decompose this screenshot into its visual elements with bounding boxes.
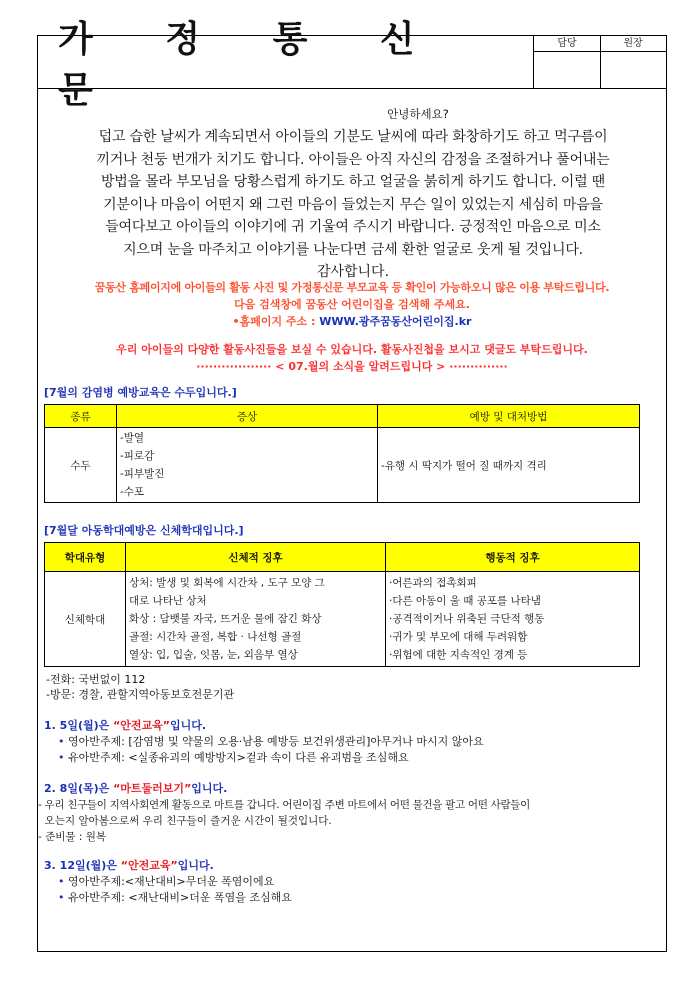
notice-line: 꿈동산 홈페이지에 아이들의 활동 사진 및 가정통신문 부모교육 등 확인이 가능하오니 많은 이용 부탁드립니다. — [94, 281, 610, 294]
schedule-date: 3. 12일(월)은 — [44, 859, 121, 872]
schedule-event: “안전교육” — [113, 719, 171, 732]
sign-item: 골절: 시간차 골절, 복합 · 나선형 골절 — [129, 631, 302, 643]
month-news-divider: ·················· < 07.월의 소식을 알려드립니다 > ·············· — [196, 360, 508, 373]
greeting-line: 끼거나 천둥 번개가 치기도 합니다. 아이들은 아직 자신의 감정을 조절하거나 풀어내는 — [96, 151, 610, 168]
schedule-item-1 — [44, 718, 664, 766]
detail-text: 영아반주제: [감염병 및 약물의 오용·남용 예방등 보건위생관리]아무거나 마시지 않아요 — [68, 735, 484, 748]
schedule-event: “마트둘러보기” — [113, 782, 192, 795]
table-header: 예방 및 대처방법 — [378, 405, 640, 428]
schedule-desc: 오는지 알아봄으로써 우리 친구들이 즐거운 시간이 될것입니다. — [38, 815, 332, 827]
approval-sign-manager — [534, 52, 601, 88]
section-title-infection: [7월의 감염병 예방교육은 수두입니다.] — [44, 386, 237, 399]
sign-item: 상처: 발생 및 회복에 시간차 , 도구 모양 그 — [129, 577, 325, 589]
schedule-item-2 — [38, 781, 664, 845]
sign-item: ·다른 아동이 울 때 공포를 나타냄 — [389, 595, 541, 607]
symptom-list — [117, 428, 378, 503]
physical-signs — [126, 572, 386, 667]
schedule-suffix: 입니다. — [177, 859, 214, 872]
sign-item: ·어른과의 접촉회피 — [389, 577, 477, 589]
sign-item: 열상: 입, 입술, 잇몸, 눈, 외음부 열상 — [129, 649, 298, 661]
schedule-date: 1. 5일(월)은 — [44, 719, 114, 732]
behavior-signs — [386, 572, 640, 667]
schedule-suffix: 입니다. — [170, 719, 207, 732]
greeting-line: 방법을 몰라 부모님을 당황스럽게 하기도 하고 얼굴을 붉히게 하기도 합니다. 이럴 땐 — [100, 174, 606, 190]
schedule-detail: • 영아반주제:<재난대비>무더운 폭염이에요 — [58, 875, 275, 888]
newsletter-page — [37, 19, 667, 952]
table-header: 종류 — [45, 405, 117, 428]
notice-line: 다음 검색창에 꿈동산 어린이집을 검색해 주세요. — [234, 298, 470, 311]
schedule-desc: - 우리 친구들이 지역사회연계 활동으로 마트를 갑니다. 어린이집 주변 마트에서 어떤 물건을 팔고 어떤 사람들이 — [38, 799, 530, 811]
greeting-line: 지으며 눈을 마주치고 이야기를 나눈다면 금세 환한 얼굴로 웃게 될 것입니다. — [123, 241, 583, 258]
table-header: 신체적 징후 — [126, 543, 386, 572]
prevention-text: -유행 시 딱지가 떨어 질 때까지 격리 — [378, 428, 640, 503]
table-header: 행동적 징후 — [386, 543, 640, 572]
schedule-item-3 — [44, 858, 664, 906]
approval-label-manager: 담당 — [534, 36, 601, 52]
symptom-item: -피로감 — [120, 450, 155, 462]
schedule-desc: - 준비물 : 원복 — [38, 831, 107, 843]
schedule-heading — [44, 718, 664, 734]
approval-label-director: 원장 — [600, 36, 666, 52]
homepage-link[interactable]: WWW.광주꿈동산어린이집.kr — [319, 315, 472, 328]
header — [38, 19, 666, 111]
schedule-detail: • 영아반주제: [감염병 및 약물의 오용·남용 예방등 보건위생관리]아무거나 마시지 않아요 — [58, 735, 484, 748]
contact-info — [46, 672, 234, 702]
disease-name: 수두 — [45, 428, 117, 503]
sign-item: ·귀가 및 부모에 대해 두려워함 — [389, 631, 528, 643]
infection-table — [44, 404, 640, 503]
contact-line: -방문: 경찰, 관할지역아동보호전문기관 — [46, 688, 235, 701]
symptom-item: -발열 — [120, 432, 145, 444]
greeting-line: 덥고 습한 날씨가 계속되면서 아이들의 기분도 날씨에 따라 화창하기도 하고 먹구름이 — [98, 129, 608, 145]
greeting-paragraph — [68, 126, 638, 261]
abuse-table — [44, 542, 640, 667]
symptom-item: -피부발진 — [120, 468, 165, 480]
photo-notice — [38, 341, 666, 375]
sign-item: ·공격적이거나 위축된 극단적 행동 — [389, 613, 545, 625]
schedule-detail: • 유아반주제: <실종유괴의 예방방지>겉과 속이 다른 유괴범을 조심해요 — [58, 751, 409, 764]
schedule-detail: • 유아반주제: <재난대비>더운 폭염을 조심해요 — [58, 891, 292, 904]
schedule-heading — [44, 858, 664, 874]
sign-item: 대로 나타난 상처 — [129, 595, 207, 607]
schedule-heading — [38, 781, 664, 797]
greeting — [68, 106, 638, 281]
contact-line: -전화: 국번없이 112 — [46, 673, 146, 686]
schedule-date: 2. 8일(목)은 — [44, 782, 114, 795]
schedule-event: “안전교육” — [120, 859, 178, 872]
greeting-hello: 안녕하세요? — [387, 107, 449, 121]
page-title: 가 정 통 신 문 — [38, 36, 534, 88]
detail-text: 유아반주제: <실종유괴의 예방방지>겉과 속이 다른 유괴범을 조심해요 — [68, 751, 409, 764]
greeting-thanks: 감사합니다. — [316, 264, 390, 280]
table-header: 학대유형 — [45, 543, 126, 572]
sign-item: 화상 : 담뱃불 자국, 뜨거운 물에 잠긴 화상 — [129, 613, 322, 625]
schedule-suffix: 입니다. — [191, 782, 228, 795]
approval-box — [534, 36, 666, 88]
symptom-item: -수포 — [120, 486, 145, 498]
section-title-abuse: [7월달 아동학대예방은 신체학대입니다.] — [44, 524, 244, 537]
abuse-type: 신체학대 — [45, 572, 126, 667]
notice-url-line — [38, 313, 666, 330]
greeting-line: 들여다보고 아이들의 이야기에 귀 기울여 주시기 바랍니다. 긍정적인 마음으로 미소 — [105, 219, 601, 235]
detail-text: 유아반주제: <재난대비>더운 폭염을 조심해요 — [68, 891, 292, 904]
homepage-notice — [38, 279, 666, 330]
greeting-line: 기분이나 마음이 어떤지 왜 그런 마음이 들었는지 무슨 일이 있었는지 세심히 마음을 — [103, 196, 603, 213]
notice-line: 우리 아이들의 다양한 활동사진들을 보실 수 있습니다. 활동사진첩을 보시고 댓글도 부탁드립니다. — [116, 343, 588, 356]
table-header: 증상 — [117, 405, 378, 428]
sign-item: ·위험에 대한 지속적인 경계 등 — [389, 649, 528, 661]
approval-sign-director — [600, 52, 666, 88]
detail-text: 영아반주제:<재난대비>무더운 폭염이에요 — [68, 875, 275, 888]
url-label: •홈페이지 주소 : — [232, 315, 320, 328]
